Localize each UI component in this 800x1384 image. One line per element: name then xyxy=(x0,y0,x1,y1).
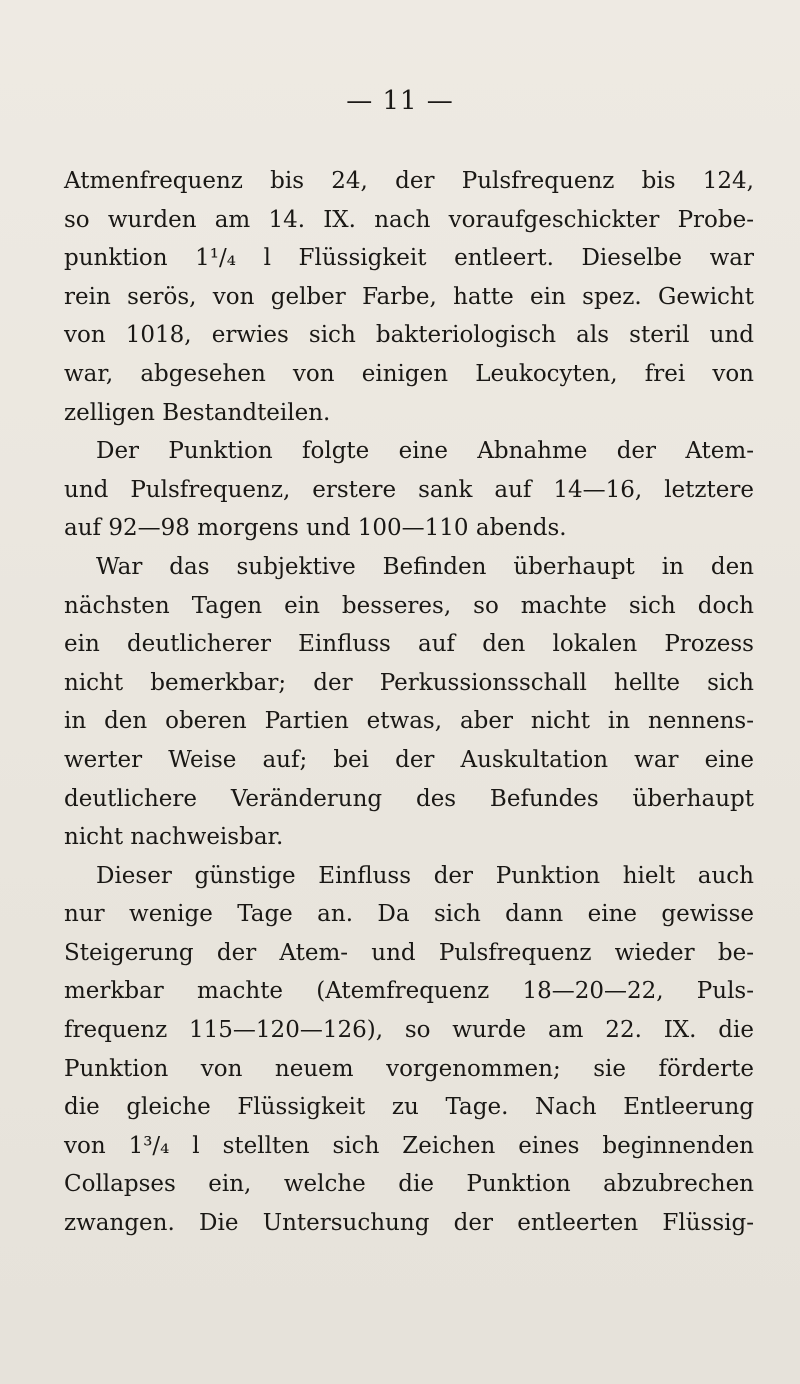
text-line: deutlichere Veränderung des Befundes überhaupt xyxy=(64,785,754,812)
text-line: und Pulsfrequenz, erstere sank auf 14—16, letztere xyxy=(64,476,754,503)
text-line: zelligen Bestandteilen. xyxy=(64,399,331,426)
text-line: merkbar machte (Atemfrequenz 18—20—22, Puls- xyxy=(64,978,754,1005)
text-line: Punktion von neuem vorgenommen; sie förderte xyxy=(64,1055,754,1082)
text-line: Collapses ein, welche die Punktion abzubrechen xyxy=(64,1171,754,1198)
text-line: frequenz 115—120—126), so wurde am 22. IX. die xyxy=(64,1017,754,1044)
text-line: in den oberen Partien etwas, aber nicht in nennens- xyxy=(64,708,754,735)
text-line: von 1³/₄ l stellten sich Zeichen eines beginnenden xyxy=(64,1132,754,1159)
text-line: ein deutlicherer Einfluss auf den lokalen Prozess xyxy=(64,631,754,658)
text-line: so wurden am 14. IX. nach voraufgeschickter Probe- xyxy=(64,206,754,233)
page-number-header: — 11 — xyxy=(346,86,454,116)
text-line: rein serös, von gelber Farbe, hatte ein spez. Gewicht xyxy=(64,283,754,310)
text-line: werter Weise auf; bei der Auskultation war eine xyxy=(64,746,754,773)
text-line: nächsten Tagen ein besseres, so machte sich doch xyxy=(64,592,754,619)
text-line: war, abgesehen von einigen Leukocyten, frei von xyxy=(64,360,754,387)
text-line: punktion 1¹/₄ l Flüssigkeit entleert. Dieselbe war xyxy=(64,245,754,272)
text-line: nur wenige Tage an. Da sich dann eine gewisse xyxy=(64,901,754,928)
text-line: Dieser günstige Einfluss der Punktion hielt auch xyxy=(96,862,754,889)
text-line: zwangen. Die Untersuchung der entleerten Flüssig- xyxy=(64,1210,754,1237)
text-line: nicht bemerkbar; der Perkussionsschall hellte sich xyxy=(64,669,754,696)
text-line: Steigerung der Atem- und Pulsfrequenz wieder be- xyxy=(64,939,754,966)
text-line: War das subjektive Befinden überhaupt in den xyxy=(96,553,754,580)
text-line: die gleiche Flüssigkeit zu Tage. Nach Entleerung xyxy=(64,1094,754,1121)
text-line: Der Punktion folgte eine Abnahme der Atem- xyxy=(96,438,754,465)
body-text xyxy=(64,162,754,1243)
text-line: von 1018, erwies sich bakteriologisch als steril und xyxy=(64,322,754,349)
text-line: auf 92—98 morgens und 100—110 abends. xyxy=(64,515,567,542)
text-line: Atmenfrequenz bis 24, der Pulsfrequenz bis 124, xyxy=(64,168,754,194)
text-line: nicht nachweisbar. xyxy=(64,824,284,851)
